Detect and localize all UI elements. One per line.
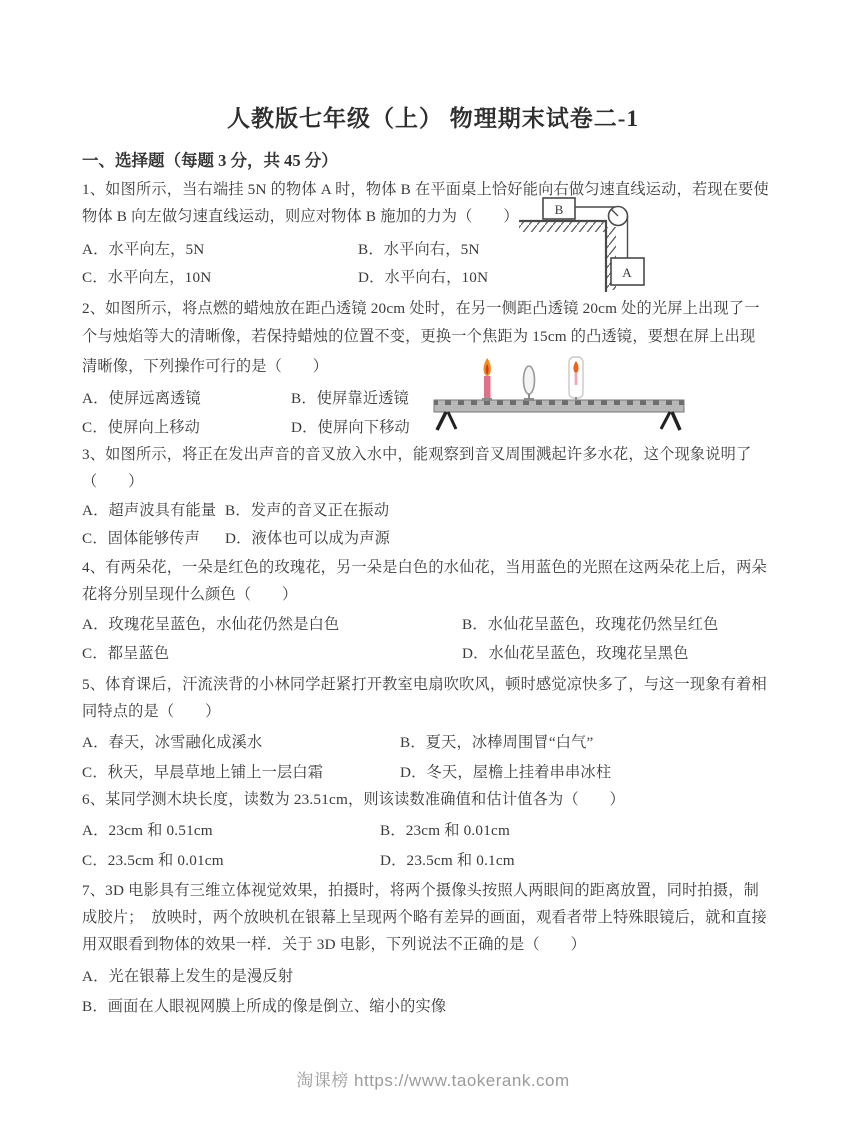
- question-7: [82, 877, 782, 1020]
- q5-option-d: D．冬天，屋檐上挂着串串冰柱: [400, 764, 612, 781]
- question-5: [82, 671, 782, 786]
- q6-option-c: C．23.5cm 和 0.01cm: [82, 852, 224, 869]
- q1-option-b: B．水平向右，5N: [358, 241, 480, 258]
- q3-text-line1: 3、如图所示，将正在发出声音的音叉放入水中，能观察到音叉周围溅起许多水花，这个现象说明了: [82, 446, 752, 463]
- screen-image-candle: [575, 373, 578, 385]
- q4-text-line2: 花将分别呈现什么颜色（ ）: [82, 586, 298, 603]
- lens-icon: [524, 366, 535, 394]
- q4-option-c: C．都呈蓝色: [82, 645, 170, 662]
- q2-text-line1: 2、如图所示，将点燃的蜡烛放在距凸透镜 20cm 处时，在另一侧距凸透镜 20cm 处的光屏上出现了一: [82, 300, 760, 317]
- q6-text-line1: 6、某同学测木块长度，读数为 23.51cm，则该读数准确值和估计值各为（ ）: [82, 791, 625, 808]
- q3-option-d: D．液体也可以成为声源: [225, 530, 391, 547]
- bench-leg-left: [437, 412, 446, 430]
- optical-bench-svg: [430, 350, 692, 438]
- bench-leg-right2: [672, 412, 680, 430]
- q3-option-b: B．发声的音叉正在振动: [225, 502, 390, 519]
- q5-text-line1: 5、体育课后，汗流浃背的小林同学赶紧打开教室电扇吹吹风，顿时感觉凉快多了，与这一现象有着相: [82, 676, 767, 693]
- q3-option-c: C．固体能够传声: [82, 530, 201, 547]
- optical-bench-figure: [430, 350, 692, 443]
- footer-link[interactable]: 淘课榜 https://www.taokerank.com: [296, 1071, 570, 1090]
- q5-option-c: C．秋天，早晨草地上铺上一层白霜: [82, 764, 324, 781]
- q1-option-a: A．水平向左，5N: [82, 241, 205, 258]
- bench-leg-right: [661, 412, 670, 429]
- lens-base: [524, 398, 534, 401]
- q5-option-a: A．春天，冰雪融化成溪水: [82, 734, 263, 751]
- q6-option-b: B．23cm 和 0.01cm: [380, 822, 510, 839]
- q2-text-line2: 个与烛焰等大的清晰像，若保持蜡烛的位置不变，更换一个焦距为 15cm 的凸透镜，要想在屏上出现: [82, 328, 756, 345]
- candle-icon: [484, 376, 491, 400]
- q1-option-d: D．水平向右，10N: [358, 269, 489, 286]
- q3-option-a: A．超声波具有能量: [82, 502, 217, 519]
- q2-option-b: B．使屏靠近透镜: [291, 390, 410, 407]
- candle-holder: [482, 398, 492, 401]
- q1-text-line1: 1、如图所示，当右端挂 5N 的物体 A 时，物体 B 在平面桌上恰好能向右做匀速直线运动，若现在要使: [82, 181, 769, 198]
- q5-text-line2: 同特点的是（ ）: [82, 703, 221, 720]
- section-header: 一、选择题（每题 3 分，共 45 分）: [82, 151, 338, 170]
- q6-option-d: D．23.5cm 和 0.1cm: [380, 852, 515, 869]
- question-3: [82, 441, 782, 552]
- q4-text-line1: 4、有两朵花，一朵是红色的玫瑰花，另一朵是白色的水仙花，当用蓝色的光照在这两朵花上后，两朵: [82, 559, 767, 576]
- q4-option-a: A．玫瑰花呈蓝色，水仙花仍然是白色: [82, 616, 340, 633]
- q4-option-b: B．水仙花呈蓝色，玫瑰花仍然呈红色: [462, 616, 719, 633]
- q1-text-line2: 物体 B 向左做匀速直线运动，则应对物体 B 施加的力为（ ）: [82, 208, 519, 225]
- q7-option-b: B．画面在人眼视网膜上所成的像是倒立、缩小的实像: [82, 998, 447, 1015]
- q2-text-line3: 清晰像，下列操作可行的是（ ）: [82, 358, 329, 375]
- q4-option-d: D．水仙花呈蓝色，玫瑰花呈黑色: [462, 645, 689, 662]
- q2-option-a: A．使屏远离透镜: [82, 390, 201, 407]
- block-b-label: B: [554, 202, 564, 217]
- bench-rail: [434, 400, 684, 412]
- question-4: [82, 554, 782, 667]
- q1-option-c: C．水平向左，10N: [82, 269, 212, 286]
- q6-option-a: A．23cm 和 0.51cm: [82, 822, 213, 839]
- q2-option-d: D．使屏向下移动: [291, 419, 410, 436]
- q2-option-c: C．使屏向上移动: [82, 419, 201, 436]
- q7-text-line2: 成胶片； 放映时，两个放映机在银幕上呈现两个略有差异的画面，观看者带上特殊眼镜后，就和直接: [82, 909, 767, 926]
- pulley-figure: [505, 185, 695, 305]
- bench-leg-left2: [448, 412, 456, 429]
- pulley-figure-svg: [505, 185, 695, 300]
- q7-text-line3: 用双眼看到物体的效果一样．关于 3D 电影，下列说法不正确的是（ ）: [82, 936, 586, 953]
- q3-text-line2: （ ）: [82, 473, 144, 490]
- q5-option-b: B．夏天，冰棒周围冒“白气”: [400, 734, 594, 751]
- page-title: 人教版七年级（上） 物理期末试卷二-1: [227, 106, 639, 131]
- q7-option-a: A．光在银幕上发生的是漫反射: [82, 968, 294, 985]
- footer: [0, 1066, 866, 1091]
- question-6: [82, 786, 782, 874]
- table-hatch: [519, 222, 605, 232]
- block-a-label: A: [622, 265, 632, 280]
- q7-text-line1: 7、3D 电影具有三维立体视觉效果，拍摄时，将两个摄像头按照人两眼间的距离放置，同时拍摄，制: [82, 882, 760, 899]
